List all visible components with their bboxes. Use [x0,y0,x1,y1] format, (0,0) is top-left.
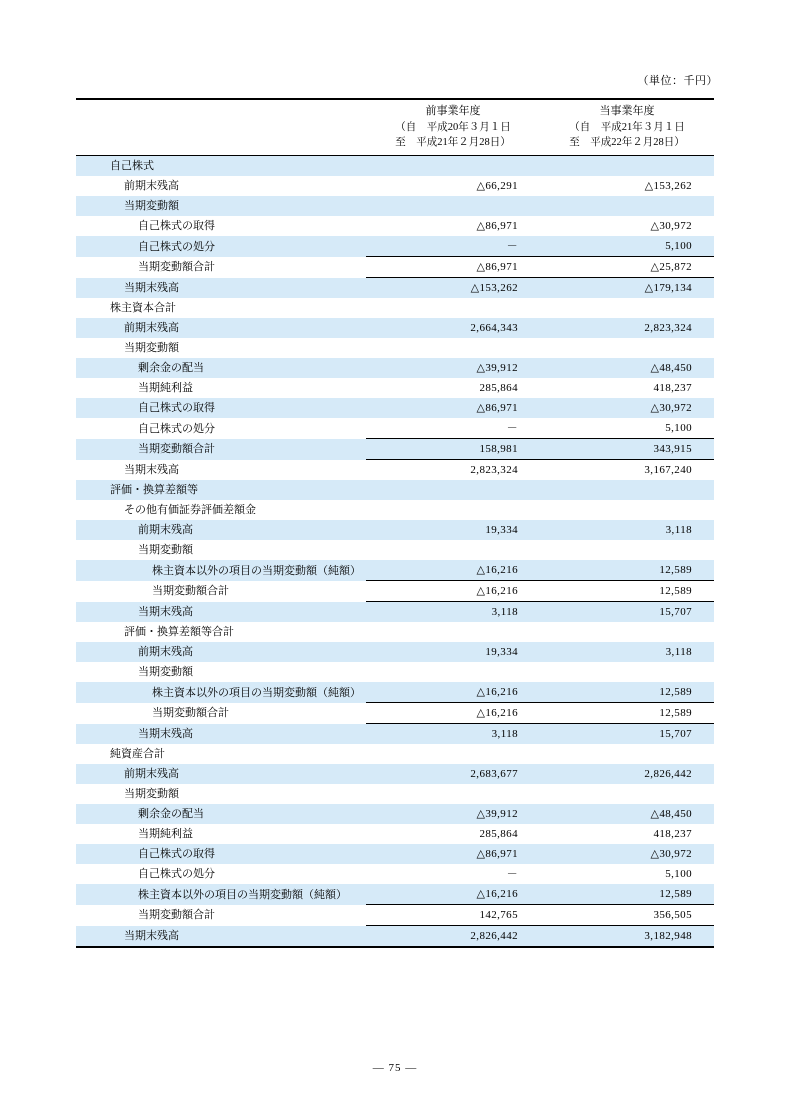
row-label: 自己株式の処分 [76,864,366,884]
row-value-current-period: 12,589 [540,703,714,724]
table-row [76,378,714,398]
table-row [76,398,714,418]
row-label: 前期末残高 [76,318,366,338]
row-value-previous-period: 2,664,343 [366,318,540,338]
row-value-current-period: 12,589 [540,884,714,905]
table-row [76,560,714,581]
row-value-previous-period: 158,981 [366,439,540,460]
row-value-current-period: △48,450 [540,358,714,378]
row-label: 自己株式の処分 [76,236,366,257]
table-row [76,298,714,318]
row-value-current-period: △153,262 [540,176,714,196]
row-value-previous-period: △16,216 [366,703,540,724]
row-value-previous-period: － [366,864,540,884]
row-value-previous-period: 142,765 [366,905,540,926]
table-row [76,744,714,764]
table-row [76,156,714,177]
row-value-current-period: △30,972 [540,216,714,236]
header-blank-cell [76,99,366,156]
row-value-previous-period: △16,216 [366,581,540,602]
row-value-previous-period [366,662,540,682]
row-value-current-period [540,338,714,358]
table-row [76,682,714,703]
row-value-previous-period [366,622,540,642]
row-label: 純資産合計 [76,744,366,764]
row-label: 当期変動額合計 [76,703,366,724]
table-row [76,460,714,481]
row-value-current-period [540,298,714,318]
row-value-current-period: △25,872 [540,257,714,278]
row-label: 株主資本合計 [76,298,366,318]
row-value-previous-period: 2,823,324 [366,460,540,481]
row-label: 株主資本以外の項目の当期変動額（純額） [76,560,366,581]
table-row [76,844,714,864]
row-label: 当期純利益 [76,378,366,398]
row-value-current-period [540,500,714,520]
header-previous-period-to: 至 平成21年２月28日） [395,137,511,149]
row-label: 当期末残高 [76,460,366,481]
header-current-period [540,99,714,156]
table-row [76,642,714,662]
row-label: 評価・換算差額等 [76,480,366,500]
table-row [76,500,714,520]
row-value-current-period [540,662,714,682]
row-value-current-period: 418,237 [540,378,714,398]
table-row [76,216,714,236]
table-row [76,358,714,378]
row-value-previous-period: 19,334 [366,642,540,662]
row-label: 当期変動額 [76,338,366,358]
table-row [76,520,714,540]
table-row [76,662,714,682]
statement-of-changes-in-equity-table [76,98,714,948]
row-value-current-period: 2,826,442 [540,764,714,784]
table-row [76,602,714,623]
row-label: 株主資本以外の項目の当期変動額（純額） [76,682,366,703]
row-label: 株主資本以外の項目の当期変動額（純額） [76,884,366,905]
row-value-previous-period: △153,262 [366,278,540,299]
table-header [76,99,714,156]
row-value-previous-period: △86,971 [366,844,540,864]
row-label: 当期変動額 [76,662,366,682]
row-value-current-period: 2,823,324 [540,318,714,338]
row-label: 当期末残高 [76,602,366,623]
row-label: 自己株式の取得 [76,398,366,418]
row-value-previous-period: △16,216 [366,560,540,581]
row-label: 自己株式の取得 [76,216,366,236]
header-previous-period-title: 前事業年度 [425,105,481,117]
row-label: 前期末残高 [76,642,366,662]
table-row [76,278,714,299]
row-value-current-period: 5,100 [540,236,714,257]
row-value-current-period [540,622,714,642]
row-value-current-period: 5,100 [540,864,714,884]
unit-note: （単位：千円） [637,75,718,87]
row-value-previous-period [366,338,540,358]
table-row [76,236,714,257]
table-row [76,581,714,602]
row-value-current-period: 5,100 [540,418,714,439]
row-value-previous-period: △86,971 [366,257,540,278]
row-label: 当期変動額 [76,784,366,804]
row-value-current-period: 3,182,948 [540,926,714,948]
row-value-previous-period [366,156,540,177]
row-value-current-period: 12,589 [540,581,714,602]
row-value-previous-period: 3,118 [366,602,540,623]
row-value-previous-period [366,500,540,520]
row-label: 当期末残高 [76,926,366,948]
row-value-current-period: 15,707 [540,602,714,623]
row-value-current-period: △30,972 [540,398,714,418]
table-row [76,703,714,724]
row-value-previous-period: 3,118 [366,724,540,745]
row-value-previous-period: 285,864 [366,824,540,844]
row-value-current-period: 15,707 [540,724,714,745]
row-label: 当期変動額 [76,196,366,216]
row-label: 当期変動額合計 [76,581,366,602]
table-row [76,196,714,216]
row-value-current-period: 3,167,240 [540,460,714,481]
row-label: 前期末残高 [76,764,366,784]
row-label: 当期末残高 [76,724,366,745]
row-value-previous-period: 2,826,442 [366,926,540,948]
row-label: 当期純利益 [76,824,366,844]
row-value-previous-period [366,298,540,318]
header-current-period-from: （自 平成21年３月１日 [569,121,685,133]
row-label: 当期末残高 [76,278,366,299]
header-previous-period [366,99,540,156]
table-row [76,905,714,926]
row-value-previous-period [366,744,540,764]
table-row [76,764,714,784]
row-label: 当期変動額合計 [76,905,366,926]
row-value-previous-period: △86,971 [366,398,540,418]
table-row [76,176,714,196]
row-value-current-period: △30,972 [540,844,714,864]
table-row [76,784,714,804]
row-value-current-period [540,480,714,500]
row-value-previous-period [366,480,540,500]
table-row [76,824,714,844]
table-row [76,418,714,439]
table-row [76,622,714,642]
table-row [76,884,714,905]
row-label: 当期変動額 [76,540,366,560]
row-value-previous-period: △16,216 [366,682,540,703]
row-value-current-period: 12,589 [540,682,714,703]
row-value-previous-period: △39,912 [366,358,540,378]
row-value-previous-period: － [366,236,540,257]
header-current-period-title: 当事業年度 [599,105,655,117]
row-value-previous-period: △16,216 [366,884,540,905]
table-row [76,439,714,460]
row-label: その他有価証券評価差額金 [76,500,366,520]
row-value-previous-period: △39,912 [366,804,540,824]
row-label: 当期変動額合計 [76,257,366,278]
row-value-previous-period: 285,864 [366,378,540,398]
row-value-current-period [540,196,714,216]
row-value-current-period: 418,237 [540,824,714,844]
table-row [76,926,714,948]
row-value-previous-period: △86,971 [366,216,540,236]
row-label: 前期末残高 [76,520,366,540]
table-row [76,724,714,745]
row-label: 剰余金の配当 [76,804,366,824]
row-value-previous-period [366,784,540,804]
row-value-previous-period [366,196,540,216]
header-current-period-to: 至 平成22年２月28日） [569,137,685,149]
table-row [76,257,714,278]
row-value-current-period [540,540,714,560]
row-value-current-period [540,784,714,804]
row-value-previous-period: △66,291 [366,176,540,196]
row-label: 当期変動額合計 [76,439,366,460]
row-label: 自己株式 [76,156,366,177]
page-number: — 75 — [372,1062,418,1074]
table-row [76,338,714,358]
financial-table [76,98,714,948]
row-label: 前期末残高 [76,176,366,196]
row-label: 剰余金の配当 [76,358,366,378]
row-value-previous-period: 2,683,677 [366,764,540,784]
row-value-current-period [540,744,714,764]
table-body [76,156,714,948]
row-value-current-period: △48,450 [540,804,714,824]
row-value-previous-period: 19,334 [366,520,540,540]
row-value-current-period: 3,118 [540,520,714,540]
table-row [76,480,714,500]
row-value-current-period: 356,505 [540,905,714,926]
row-label: 自己株式の処分 [76,418,366,439]
row-value-current-period: 12,589 [540,560,714,581]
table-row [76,804,714,824]
row-value-previous-period [366,540,540,560]
header-previous-period-from: （自 平成20年３月１日 [395,121,511,133]
table-row [76,540,714,560]
row-value-current-period [540,156,714,177]
table-row [76,864,714,884]
row-label: 自己株式の取得 [76,844,366,864]
row-label: 評価・換算差額等合計 [76,622,366,642]
row-value-current-period: △179,134 [540,278,714,299]
row-value-previous-period: － [366,418,540,439]
row-value-current-period: 343,915 [540,439,714,460]
table-row [76,318,714,338]
row-value-current-period: 3,118 [540,642,714,662]
